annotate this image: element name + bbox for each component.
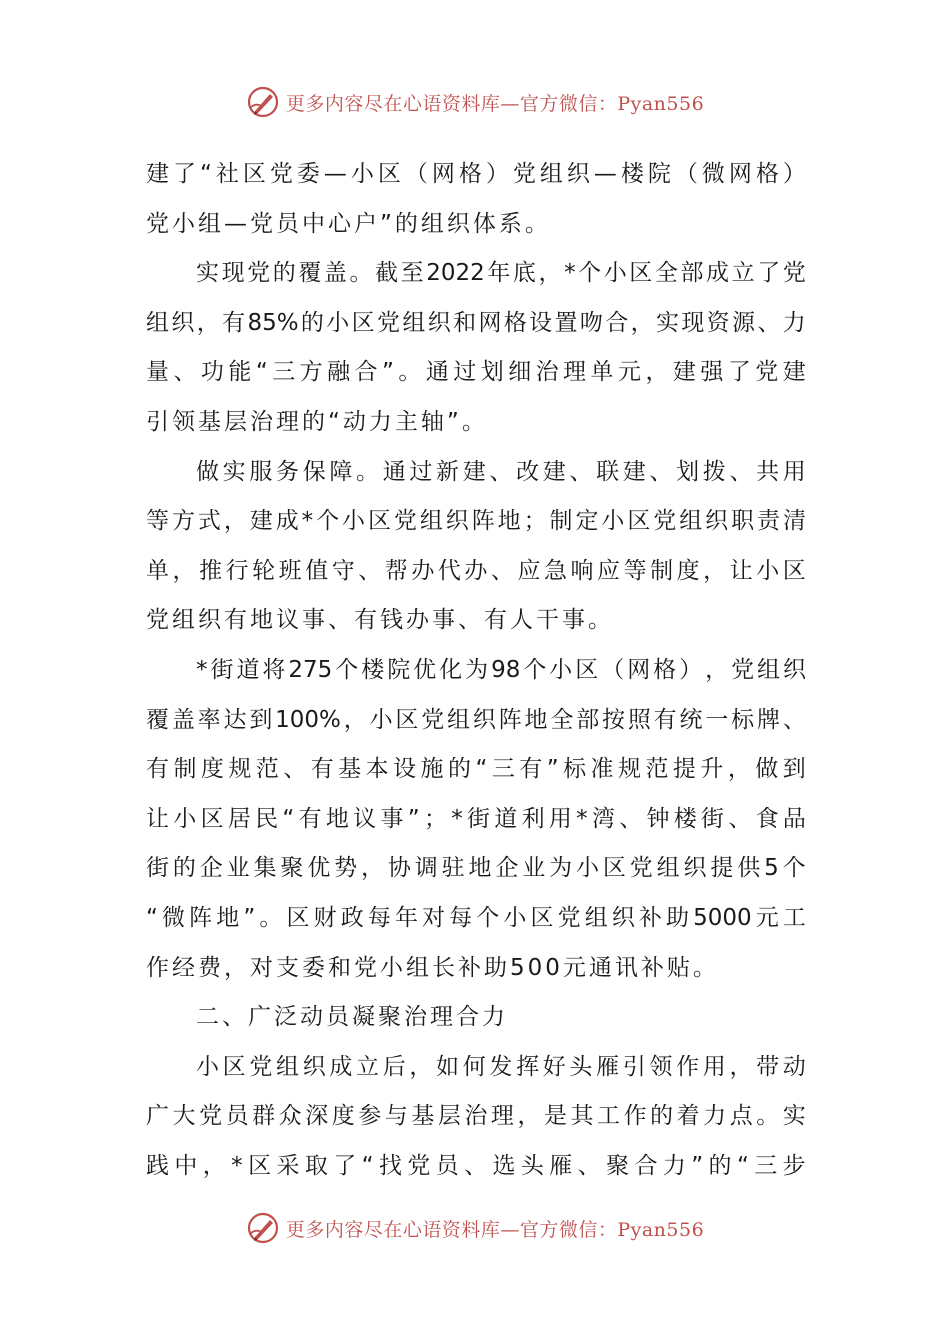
- text-line: 小 区 党 组 织 成 立 后 ， 如 何 发 挥 好 头 雁 引 领 作 用 ， 带 动: [196, 1053, 806, 1080]
- text-line: 党组织有地议事、有钱办事、有人干事。: [146, 607, 614, 634]
- text-line: 做 实 服 务 保 障 。 通 过 新 建 、 改 建 、 联 建 、 划 拨 、 共 用: [196, 458, 806, 485]
- text-line: 等 方 式 ， 建 成 * 个 小 区 党 组 织 阵 地 ； 制 定 小 区 党 组 织 职 责 清: [146, 508, 806, 535]
- watermark-text: 更多内容尽在心语资料库—官方微信：Pyan556: [285, 1218, 705, 1241]
- document-body: [146, 150, 806, 1191]
- watermark-text: 更多内容尽在心语资料库—官方微信：Pyan556: [285, 92, 705, 115]
- text-line: 覆 盖 率 达 到 100% ， 小 区 党 组 织 阵 地 全 部 按 照 有 统 一 标 牌 、: [146, 706, 806, 733]
- text-line: 党小组—党员中心户”的组织体系。: [146, 210, 551, 237]
- text-line: * 街 道 将 275 个 楼 院 优 化 为 98 个 小 区 （ 网 格 ） ， 党 组 织: [196, 656, 806, 683]
- text-line: 让 小 区 居 民 “ 有 地 议 事 ” ； * 街 道 利 用 * 湾 、 钟 楼 街 、 食 品: [146, 805, 806, 832]
- text-line: 二、广泛动员凝聚治理合力: [196, 1004, 508, 1031]
- text-line: 引领基层治理的“动力主轴”。: [146, 408, 488, 435]
- pen-logo-icon: [246, 1211, 280, 1245]
- header-watermark: [0, 82, 950, 122]
- text-line: 作经费，对支委和党小组长补助500元通讯补贴。: [146, 954, 719, 981]
- pen-logo-icon: [246, 85, 280, 119]
- footer-watermark: [0, 1208, 950, 1248]
- text-line: 广 大 党 员 群 众 深 度 参 与 基 层 治 理 ， 是 其 工 作 的 着 力 点 。 实: [146, 1103, 806, 1130]
- text-line: 有 制 度 规 范 、 有 基 本 设 施 的 “ 三 有 ” 标 准 规 范 提 升 ， 做 到: [146, 756, 806, 783]
- text-line: 践 中 ， * 区 采 取 了 “ 找 党 员 、 选 头 雁 、 聚 合 力 ” 的 “ 三 步: [146, 1152, 806, 1179]
- text-line: 建 了 “ 社 区 党 委 — 小 区 （ 网 格 ） 党 组 织 — 楼 院 （ 微 网 格 ）: [146, 161, 806, 187]
- text-line: “ 微 阵 地 ” 。 区 财 政 每 年 对 每 个 小 区 党 组 织 补 助 5000 元 工: [146, 904, 806, 931]
- text-line: 街 的 企 业 集 聚 优 势 ， 协 调 驻 地 企 业 为 小 区 党 组 织 提 供 5 个: [146, 855, 806, 882]
- text-line: 实 现 党 的 覆 盖 。 截 至 2022 年 底 ， * 个 小 区 全 部 成 立 了 党: [196, 260, 806, 287]
- text-line: 组 织 ， 有 85% 的 小 区 党 组 织 和 网 格 设 置 吻 合 ， 实 现 资 源 、 力: [146, 309, 806, 336]
- text-line: 单 ， 推 行 轮 班 值 守 、 帮 办 代 办 、 应 急 响 应 等 制 度 ， 让 小 区: [146, 557, 806, 584]
- text-line: 量 、 功 能 “ 三 方 融 合 ” 。 通 过 划 细 治 理 单 元 ， 建 强 了 党 建: [146, 359, 806, 386]
